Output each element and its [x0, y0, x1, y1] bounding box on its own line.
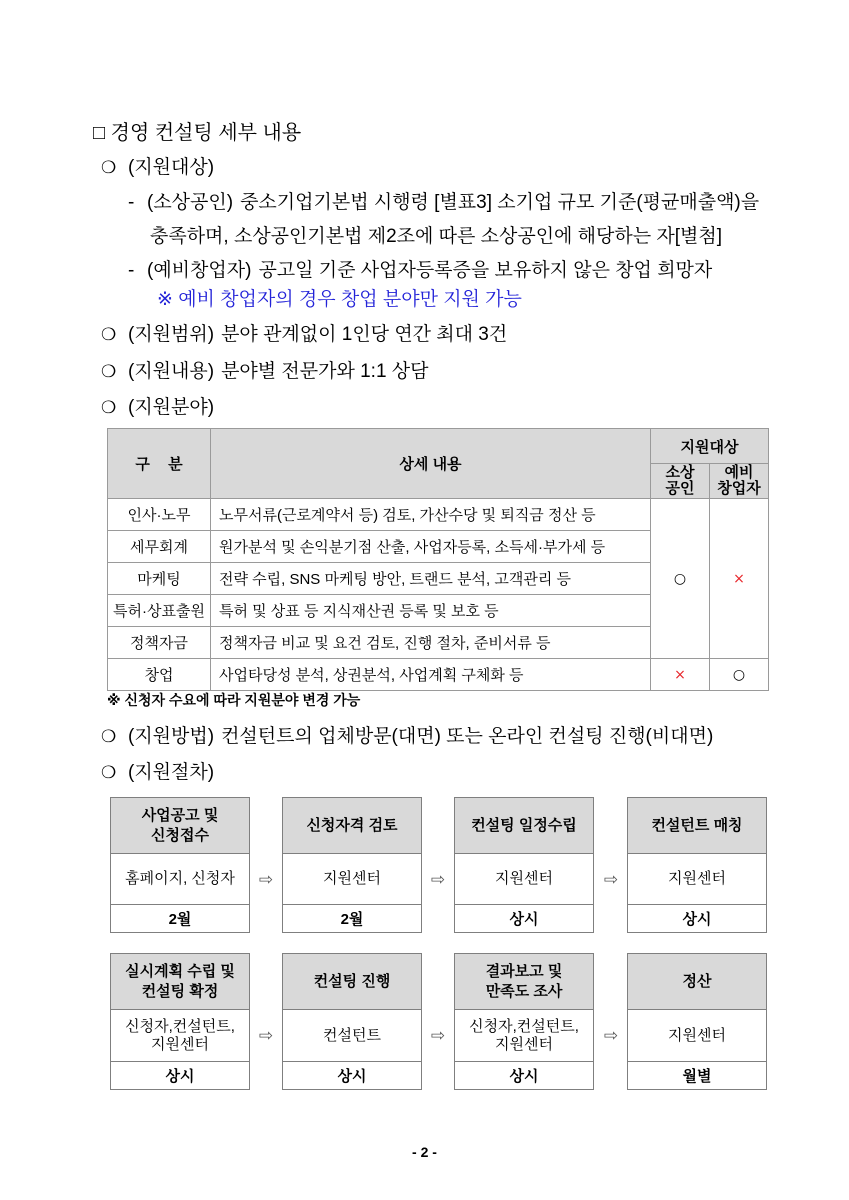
- fields-change-note: ※ 신청자 수요에 따라 지원분야 변경 가능: [107, 692, 361, 708]
- method-text: 컨설턴트의 업체방문(대면) 또는 온라인 컨설팅 진행(비대면): [221, 726, 714, 747]
- table-header-row: [108, 429, 769, 464]
- scope-text: 분야 관계없이 1인당 연간 최대 3건: [221, 324, 508, 345]
- row-category: 정책자금: [108, 627, 211, 659]
- circle-bullet-icon: ❍: [101, 763, 117, 783]
- procedure-step-2: [282, 797, 422, 933]
- procedure-section: [101, 761, 214, 785]
- row-category: 마케팅: [108, 563, 211, 595]
- row-detail: 원가분석 및 손익분기점 산출, 사업자등록, 소득세·부가세 등: [211, 531, 651, 563]
- procedure-step-5: [110, 953, 250, 1090]
- target-item-label: (소상공인): [147, 192, 234, 213]
- row-category: 인사·노무: [108, 499, 211, 531]
- header-detail: 상세 내용: [211, 429, 651, 499]
- row-detail: 정책자금 비교 및 요건 검토, 진행 절차, 준비서류 등: [211, 627, 651, 659]
- step-actor: 지원센터: [455, 854, 593, 905]
- step-title: 사업공고 및 신청접수: [111, 798, 249, 854]
- circle-bullet-icon: ❍: [101, 727, 117, 747]
- pre-founder-ineligible-mark: ×: [710, 499, 769, 659]
- step-timing: 상시: [682, 911, 712, 928]
- target-item-label: (예비창업자): [147, 260, 252, 281]
- procedure-step-1: [110, 797, 250, 933]
- step-actor: 신청자,컨설턴트, 지원센터: [111, 1010, 249, 1062]
- header-category: 구 분: [108, 429, 211, 499]
- target-label: (지원대상): [128, 157, 215, 178]
- page-number: - 2 -: [412, 1144, 437, 1160]
- small-business-ineligible-mark: ×: [651, 659, 710, 691]
- step-title: 실시계획 수립 및 컨설팅 확정: [111, 954, 249, 1010]
- table-row: [108, 659, 769, 691]
- pre-founder-eligible-mark: ○: [710, 659, 769, 691]
- dash-marker: -: [128, 192, 135, 213]
- scope-label: (지원범위): [128, 324, 215, 345]
- circle-bullet-icon: ❍: [101, 362, 117, 382]
- target-item-small-business: [128, 191, 759, 215]
- row-detail: 전략 수립, SNS 마케팅 방안, 트랜드 분석, 고객관리 등: [211, 563, 651, 595]
- scope-section: [101, 323, 507, 347]
- section-heading: □ 경영 컨설팅 세부 내용: [93, 122, 302, 144]
- right-arrow-icon: ⇨: [258, 1026, 274, 1046]
- right-arrow-icon: ⇨: [603, 1026, 619, 1046]
- step-timing: 상시: [165, 1068, 195, 1085]
- step-title: 컨설팅 진행: [283, 954, 421, 1010]
- step-title: 컨설팅 일정수립: [455, 798, 593, 854]
- right-arrow-icon: ⇨: [430, 1026, 446, 1046]
- step-timing: 2월: [168, 911, 192, 928]
- header-target: 지원대상: [651, 429, 769, 464]
- procedure-step-6: [282, 953, 422, 1090]
- procedure-step-3: [454, 797, 594, 933]
- step-timing: 월별: [682, 1068, 712, 1085]
- row-category: 창업: [108, 659, 211, 691]
- circle-bullet-icon: ❍: [101, 325, 117, 345]
- step-timing: 상시: [509, 911, 539, 928]
- content-label: (지원내용): [128, 361, 215, 382]
- step-actor: 홈페이지, 신청자: [111, 854, 249, 905]
- support-fields-table: [107, 428, 769, 691]
- step-title: 결과보고 및 만족도 조사: [455, 954, 593, 1010]
- step-actor: 지원센터: [628, 1010, 766, 1062]
- procedure-label: (지원절차): [128, 762, 215, 783]
- circle-bullet-icon: ❍: [101, 158, 117, 178]
- step-timing: 상시: [337, 1068, 367, 1085]
- step-actor: 지원센터: [628, 854, 766, 905]
- right-arrow-icon: ⇨: [430, 870, 446, 890]
- content-section: [101, 360, 429, 384]
- step-timing: 2월: [340, 911, 364, 928]
- small-business-eligible-mark: ○: [651, 499, 710, 659]
- target-section: [101, 156, 214, 180]
- pre-founder-note: ※ 예비 창업자의 경우 창업 분야만 지원 가능: [157, 289, 522, 310]
- row-detail: 사업타당성 분석, 상권분석, 사업계획 구체화 등: [211, 659, 651, 691]
- circle-bullet-icon: ❍: [101, 398, 117, 418]
- row-category: 특허·상표출원: [108, 595, 211, 627]
- row-detail: 노무서류(근로계약서 등) 검토, 가산수당 및 퇴직금 정산 등: [211, 499, 651, 531]
- header-pre-founder: 예비 창업자: [710, 464, 769, 499]
- step-timing: 상시: [509, 1068, 539, 1085]
- step-actor: 컨설턴트: [283, 1010, 421, 1062]
- right-arrow-icon: ⇨: [258, 870, 274, 890]
- procedure-step-4: [627, 797, 767, 933]
- fields-section: [101, 396, 214, 420]
- target-item-text: 공고일 기준 사업자등록증을 보유하지 않은 창업 희망자: [258, 260, 713, 281]
- row-detail: 특허 및 상표 등 지식재산권 등록 및 보호 등: [211, 595, 651, 627]
- procedure-step-7: [454, 953, 594, 1090]
- header-small-business: 소상 공인: [651, 464, 710, 499]
- target-item-text: 중소기업기본법 시행령 [별표3] 소기업 규모 기준(평균매출액)을: [240, 192, 760, 213]
- step-actor: 신청자,컨설턴트, 지원센터: [455, 1010, 593, 1062]
- table-row: [108, 499, 769, 531]
- step-title: 정산: [628, 954, 766, 1010]
- right-arrow-icon: ⇨: [603, 870, 619, 890]
- target-item-text-continued: 충족하며, 소상공인기본법 제2조에 따른 소상공인에 해당하는 자[별첨]: [150, 226, 722, 247]
- content-text: 분야별 전문가와 1:1 상담: [221, 361, 429, 382]
- step-actor: 지원센터: [283, 854, 421, 905]
- target-item-pre-founder: [128, 259, 712, 283]
- procedure-step-8: [627, 953, 767, 1090]
- step-title: 신청자격 검토: [283, 798, 421, 854]
- method-section: [101, 725, 713, 749]
- fields-label: (지원분야): [128, 397, 215, 418]
- row-category: 세무회계: [108, 531, 211, 563]
- step-title: 컨설턴트 매칭: [628, 798, 766, 854]
- dash-marker: -: [128, 260, 135, 281]
- method-label: (지원방법): [128, 726, 215, 747]
